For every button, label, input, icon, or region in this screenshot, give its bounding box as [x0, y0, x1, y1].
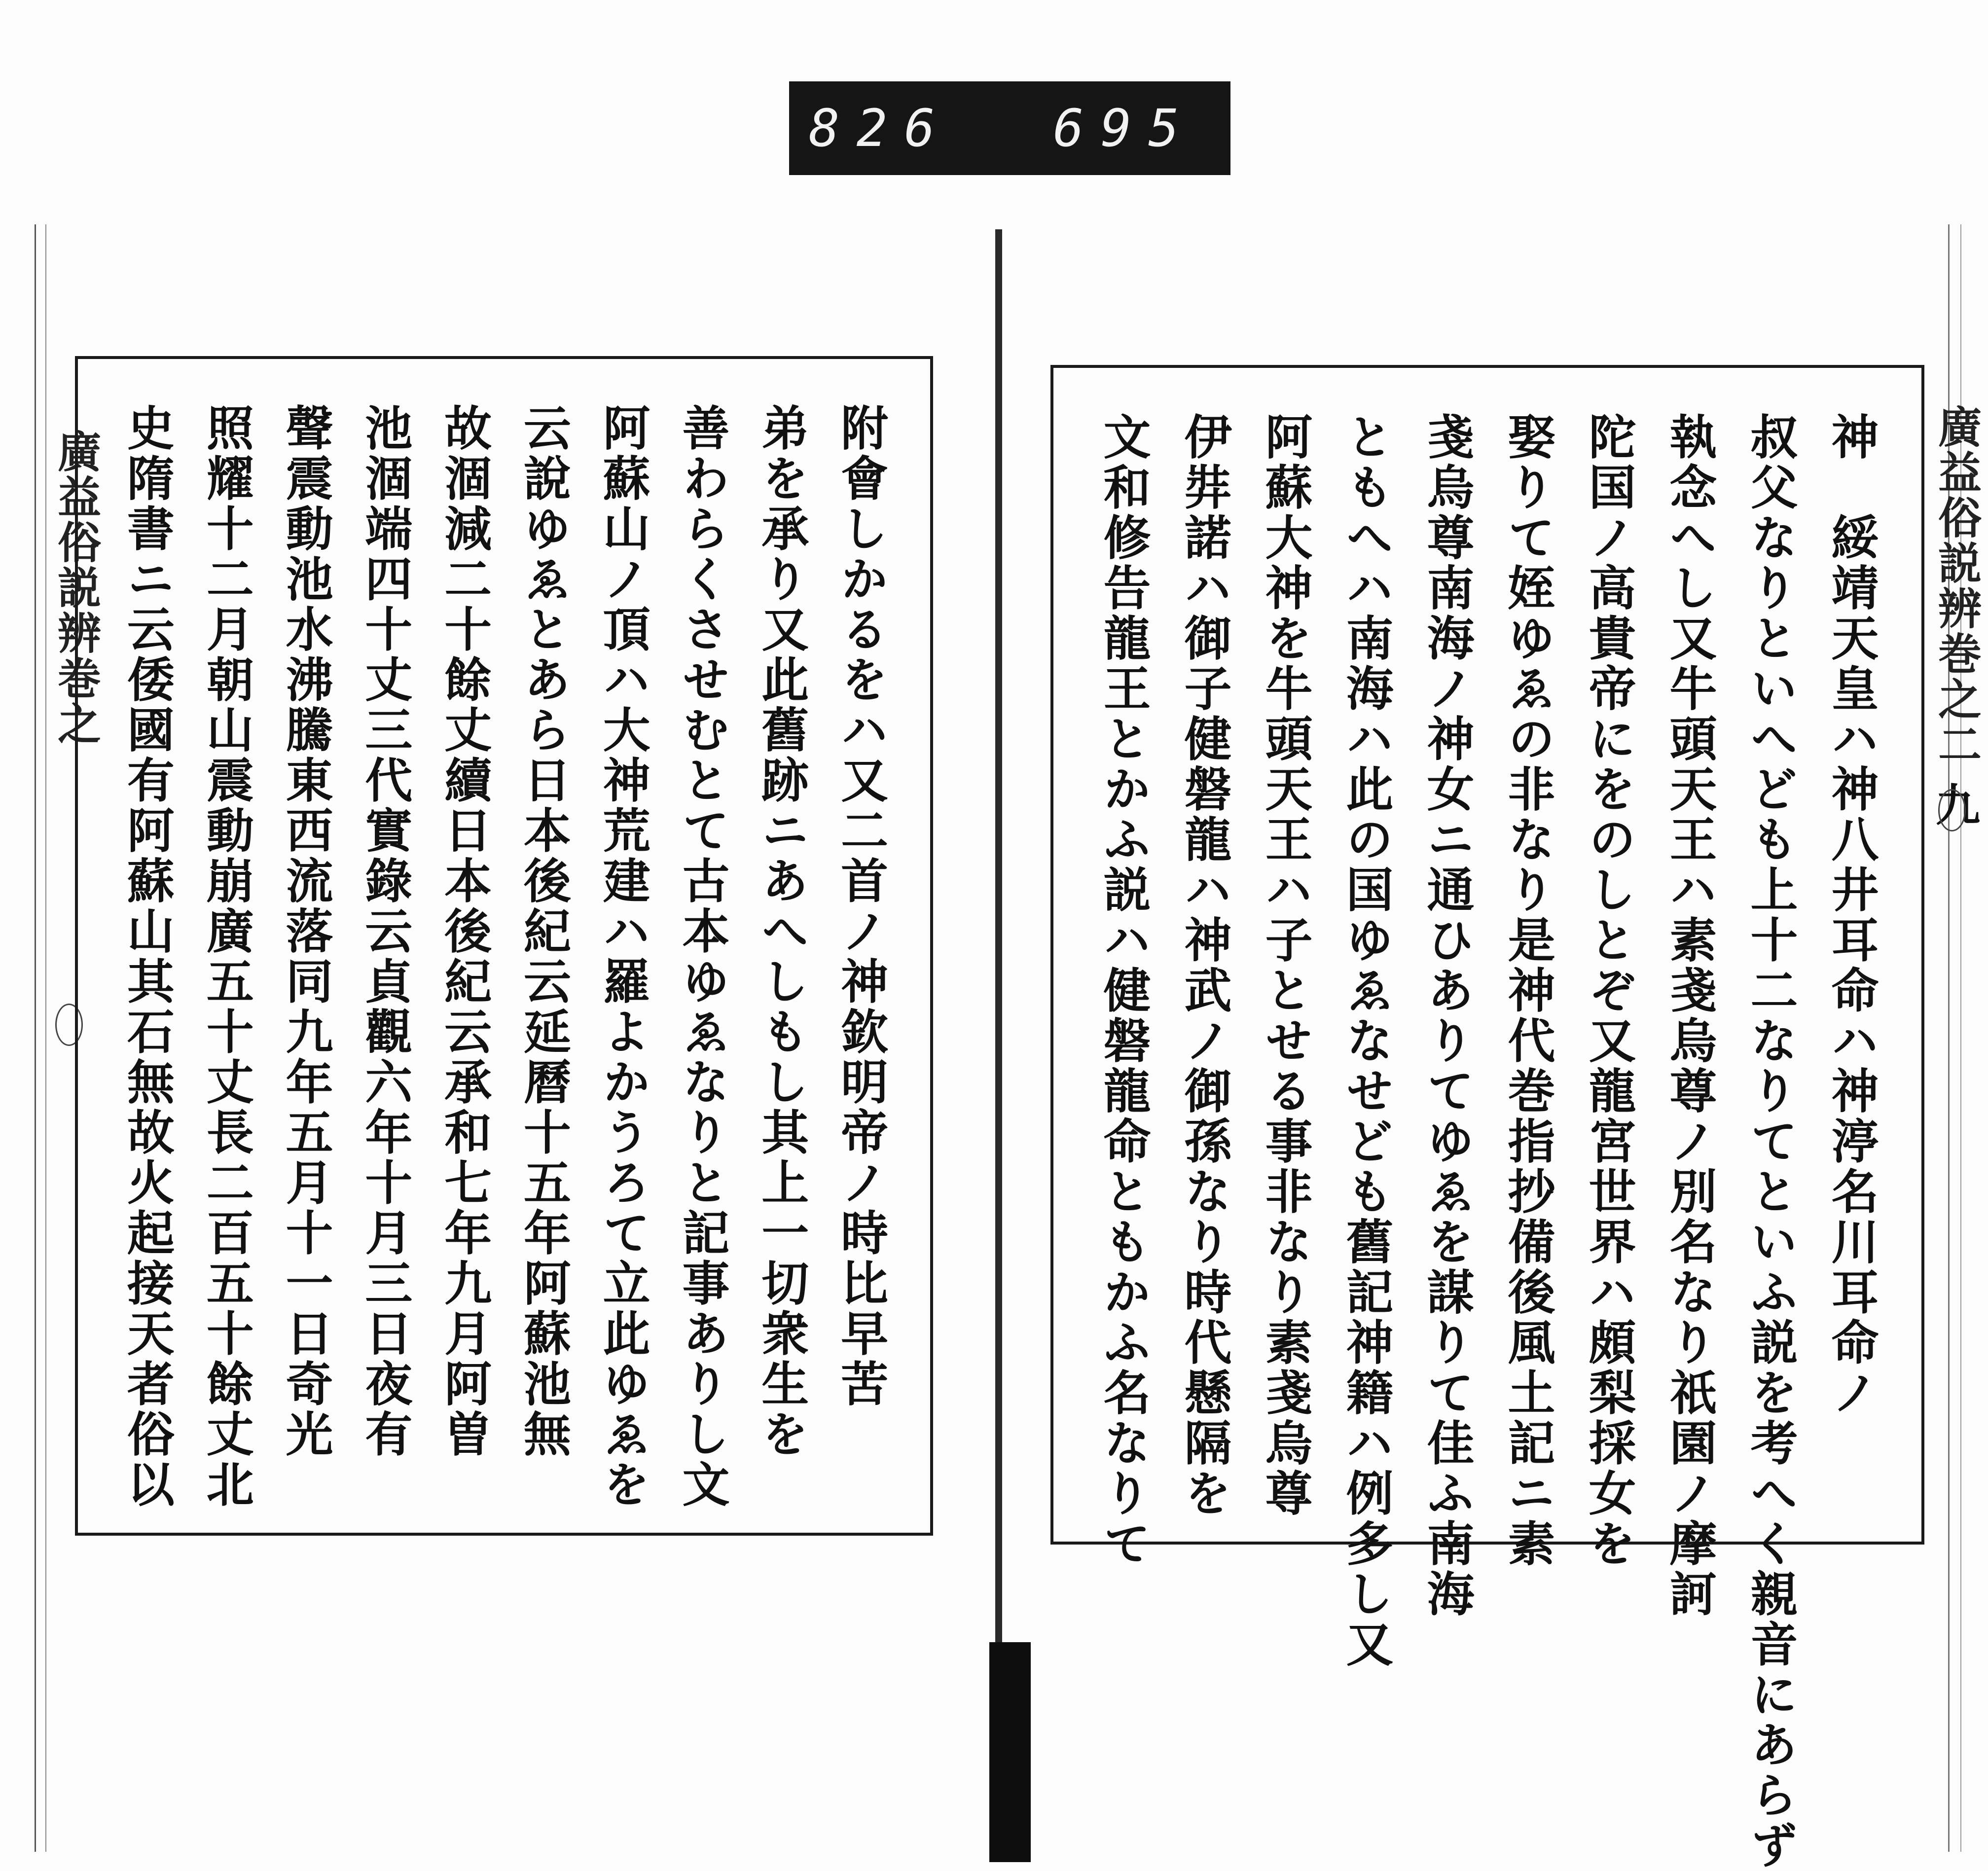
text-column: 阿蘇大神を牛頭天王ハ子とせる事非なり素戔烏尊	[1258, 412, 1313, 1519]
text-column: 聲震動池水沸騰東西流落同九年五月十一日奇光	[278, 403, 334, 1460]
counter-left-number: 826	[809, 98, 952, 158]
left-margin-title: 廣益俗説辨巻之	[51, 429, 102, 747]
left-page-text-frame	[75, 356, 933, 1536]
text-column: 善わらくさせむとて古本ゆゑなりと記事ありし文	[674, 403, 730, 1510]
text-column: 史隋書ニ云倭國有阿蘇山其石無故火起接天者俗以	[119, 403, 176, 1510]
text-column: 叔父なりといへども上十二なりてといふ説を考へく親音にあらず	[1743, 412, 1799, 1871]
text-column: 陀国ノ高貴帝にをのしとぞ又龍宮世界ハ頗梨採女を	[1581, 412, 1637, 1569]
text-column: 弟を承り又此舊跡ニあへしもし其上一切衆生を	[754, 403, 810, 1460]
gutter-shadow-block	[989, 1642, 1031, 1862]
text-column: 池涸端四十丈三代實錄云貞觀六年十月三日夜有	[357, 403, 413, 1460]
text-column: 附會しかるをハ又二首ノ神欽明帝ノ時比早苦	[833, 403, 889, 1409]
left-page-edge	[35, 224, 36, 1852]
right-margin-folio: 九	[1936, 779, 1980, 831]
text-column: 娶りて姪ゆゑの非なり是神代巻指抄備後風土記ニ素	[1500, 412, 1556, 1569]
binding-gutter	[995, 229, 1002, 1862]
reel-counter-label	[789, 81, 1230, 175]
right-page-text-frame	[1050, 365, 1924, 1871]
text-column: 神 綏靖天皇ハ神八井耳命ハ神渟名川耳命ノ	[1824, 412, 1880, 1418]
text-column: ともへハ南海ハ此の国ゆゑなせども舊記神籍ハ例多し又	[1338, 412, 1394, 1670]
right-page-columns	[1053, 368, 1921, 1871]
text-column: 執念へし又牛頭天王ハ素戔烏尊ノ別名なり祇園ノ摩訶	[1662, 412, 1718, 1619]
text-column: 文和修告龍王とかふ説ハ健磐龍命ともかふ名なりて	[1096, 412, 1152, 1569]
text-column: 照耀十二月朝山震動崩廣五十丈長二百五十餘丈北	[199, 403, 255, 1510]
binding-hole	[1938, 789, 1966, 831]
left-page-columns	[78, 359, 930, 1533]
right-margin-title: 廣益俗説辨巻之二	[1931, 404, 1983, 767]
text-column: 戔烏尊南海ノ神女ニ通ひありてゆゑを謀りて佳ふ南海	[1419, 412, 1475, 1619]
text-column: 阿蘇山ノ頂ハ大神荒建ハ羅よかうろて立此ゆゑを	[595, 403, 651, 1510]
counter-right-number: 695	[1053, 98, 1196, 158]
text-column: 故涸減二十餘丈續日本後紀云承和七年九月阿曽	[436, 403, 493, 1460]
text-column: 伊弉諾ハ御子健磐龍ハ神武ノ御孫なり時代懸隔を	[1177, 412, 1232, 1519]
text-column: 云說ゆゑとあら日本後紀云延曆十五年阿蘇池無	[516, 403, 572, 1460]
